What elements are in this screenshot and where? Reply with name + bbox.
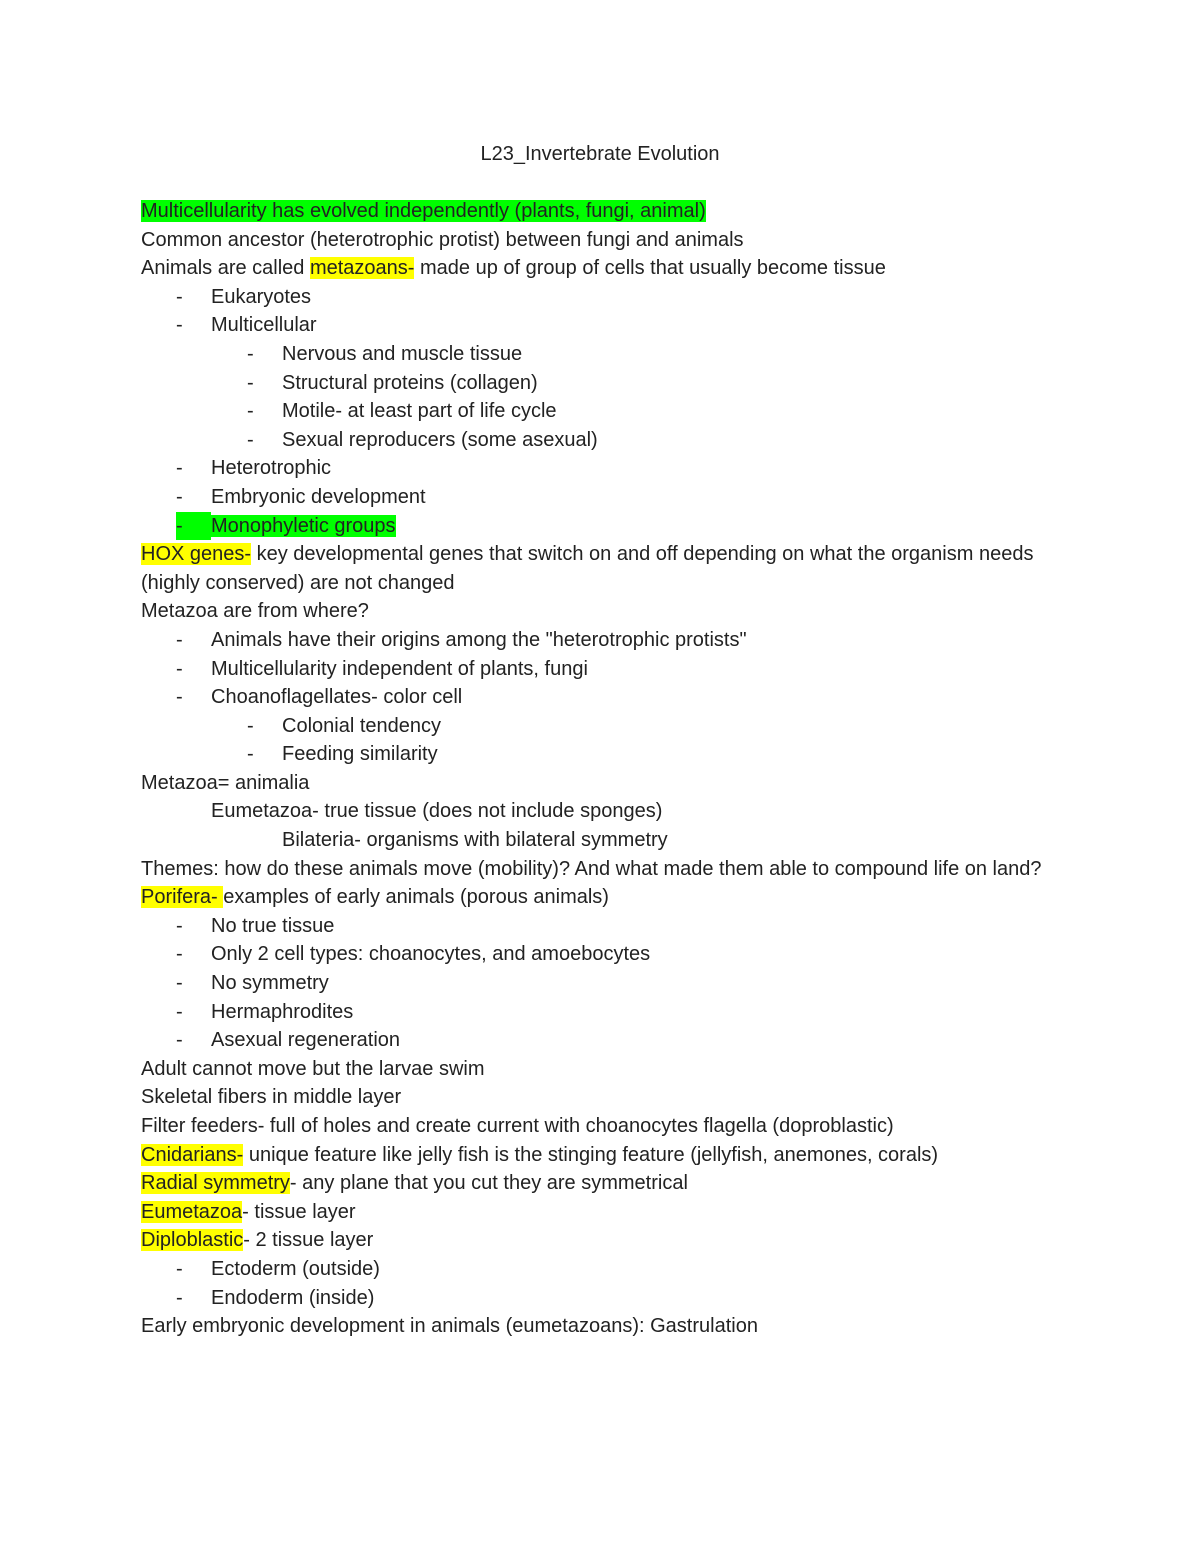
list-bullet-dash: -	[247, 371, 254, 394]
highlighted-term: HOX genes-	[141, 543, 252, 566]
list-item	[141, 283, 1071, 312]
list-bullet-dash: -	[176, 457, 183, 480]
list-bullet-dash: -	[176, 1029, 183, 1052]
list-item	[141, 454, 1071, 483]
highlighted-term: Diploblastic	[141, 1229, 244, 1252]
line-text: Multicellular	[211, 314, 317, 337]
line-text-pre: Animals are called	[141, 257, 310, 280]
line-text: Motile- at least part of life cycle	[282, 400, 557, 423]
line-text: Endoderm (inside)	[211, 1286, 375, 1309]
line-text: Only 2 cell types: choanocytes, and amoebocytes	[211, 943, 651, 966]
line-text: Adult cannot move but the larvae swim	[141, 1057, 485, 1080]
paragraph-line	[141, 1055, 1071, 1084]
line-text: Embryonic development	[211, 485, 426, 508]
list-bullet-dash: -	[176, 657, 183, 680]
list-item	[141, 311, 1071, 340]
list-bullet-dash: -	[176, 972, 183, 995]
line-text: Monophyletic groups	[211, 514, 396, 537]
line-text-post: examples of early animals (porous animals)	[223, 886, 609, 909]
highlighted-term: Radial symmetry	[141, 1172, 290, 1195]
paragraph-line	[141, 226, 1071, 255]
list-item	[141, 683, 1071, 712]
paragraph-line	[141, 597, 1071, 626]
line-text: No symmetry	[211, 972, 329, 995]
highlighted-term: Cnidarians-	[141, 1143, 244, 1166]
list-item	[141, 426, 1071, 455]
list-bullet-dash: -	[176, 1286, 183, 1309]
line-text: Multicellularity has evolved independently (plants, fungi, animal)	[141, 200, 706, 222]
line-text: Eumetazoa- true tissue (does not include sponges)	[211, 800, 663, 823]
paragraph-line	[141, 1198, 1071, 1227]
list-bullet-dash: -	[247, 400, 254, 423]
list-bullet-dash: -	[176, 1000, 183, 1023]
line-text: Filter feeders- full of holes and create current with choanocytes flagella (doproblastic)	[141, 1115, 894, 1137]
list-item	[141, 940, 1071, 969]
list-bullet-dash: -	[176, 485, 183, 508]
list-item	[141, 826, 1071, 855]
paragraph-line	[141, 769, 1071, 798]
list-bullet-dash: -	[247, 714, 254, 737]
list-bullet-dash: -	[176, 628, 183, 651]
highlighted-term: metazoans-	[309, 257, 415, 280]
paragraph-line	[141, 254, 1071, 283]
line-text-post: key developmental genes that switch on and off depending on what the organism needs (highly conserved) are not changed	[141, 543, 1034, 594]
line-text: Eukaryotes	[211, 285, 312, 308]
line-text: Sexual reproducers (some asexual)	[282, 428, 598, 451]
page-title: L23_Invertebrate Evolution	[480, 143, 720, 165]
list-item	[141, 712, 1071, 741]
list-item	[141, 1255, 1071, 1284]
paragraph-line	[141, 883, 1071, 912]
line-text: Animals have their origins among the "heterotrophic protists"	[211, 628, 747, 651]
line-text: Colonial tendency	[282, 714, 441, 737]
list-item	[141, 1026, 1071, 1055]
paragraph-line	[141, 1169, 1071, 1198]
line-text: Metazoa= animalia	[141, 771, 310, 794]
list-bullet-dash: -	[247, 342, 254, 365]
list-item	[141, 912, 1071, 941]
line-text-post: made up of group of cells that usually become tissue	[414, 257, 886, 280]
line-text: Feeding similarity	[282, 743, 438, 766]
paragraph-line	[141, 540, 1071, 597]
list-bullet-dash: -	[176, 914, 183, 937]
highlighted-term: Eumetazoa	[141, 1200, 243, 1223]
document-body	[141, 197, 1071, 1341]
line-text: Ectoderm (outside)	[211, 1257, 380, 1280]
line-text: Skeletal fibers in middle layer	[141, 1086, 402, 1109]
line-text: Heterotrophic	[211, 457, 332, 480]
list-item	[141, 340, 1071, 369]
list-item	[141, 397, 1071, 426]
line-text: Common ancestor (heterotrophic protist) between fungi and animals	[141, 228, 744, 251]
list-bullet-dash: -	[176, 314, 183, 337]
line-text: Choanoflagellates- color cell	[211, 686, 463, 709]
line-text-post: - any plane that you cut they are symmetrical	[289, 1172, 688, 1195]
list-item	[141, 1284, 1071, 1313]
line-text-post: - tissue layer	[242, 1200, 356, 1223]
list-bullet-dash: -	[247, 428, 254, 451]
paragraph-line	[141, 1312, 1071, 1341]
line-text: Bilateria- organisms with bilateral symmetry	[282, 829, 668, 852]
list-bullet-dash: -	[176, 943, 183, 966]
line-text: Hermaphrodites	[211, 1000, 354, 1023]
list-bullet-dash: -	[247, 743, 254, 766]
paragraph-line	[141, 1226, 1071, 1255]
list-item	[141, 740, 1071, 769]
list-item	[141, 797, 1071, 826]
list-item	[141, 512, 1071, 541]
line-text: Themes: how do these animals move (mobility)? And what made them able to compound life on land?	[141, 857, 1042, 880]
line-text: Structural proteins (collagen)	[282, 371, 538, 394]
line-text: Multicellularity independent of plants, fungi	[211, 657, 588, 680]
list-item	[141, 369, 1071, 398]
paragraph-line	[141, 855, 1071, 884]
line-text: Asexual regeneration	[211, 1029, 401, 1052]
list-item	[141, 998, 1071, 1027]
list-bullet-dash: -	[176, 285, 183, 308]
paragraph-line	[141, 1112, 1071, 1141]
list-bullet-dash: -	[176, 1257, 183, 1280]
list-item	[141, 969, 1071, 998]
line-text: Metazoa are from where?	[141, 600, 369, 623]
line-text: Nervous and muscle tissue	[282, 342, 523, 365]
list-item	[141, 483, 1071, 512]
line-text-post: - 2 tissue layer	[243, 1229, 374, 1252]
list-bullet-dash: -	[176, 512, 211, 541]
paragraph-line	[141, 1083, 1071, 1112]
paragraph-line	[141, 197, 1071, 226]
list-bullet-dash: -	[176, 686, 183, 709]
line-text: No true tissue	[211, 914, 335, 937]
paragraph-line	[141, 1141, 1071, 1170]
highlighted-term: Porifera-	[141, 886, 224, 909]
list-item	[141, 655, 1071, 684]
line-text: Early embryonic development in animals (eumetazoans): Gastrulation	[141, 1315, 758, 1338]
line-text-post: unique feature like jelly fish is the stinging feature (jellyfish, anemones, corals)	[243, 1143, 939, 1166]
list-item	[141, 626, 1071, 655]
